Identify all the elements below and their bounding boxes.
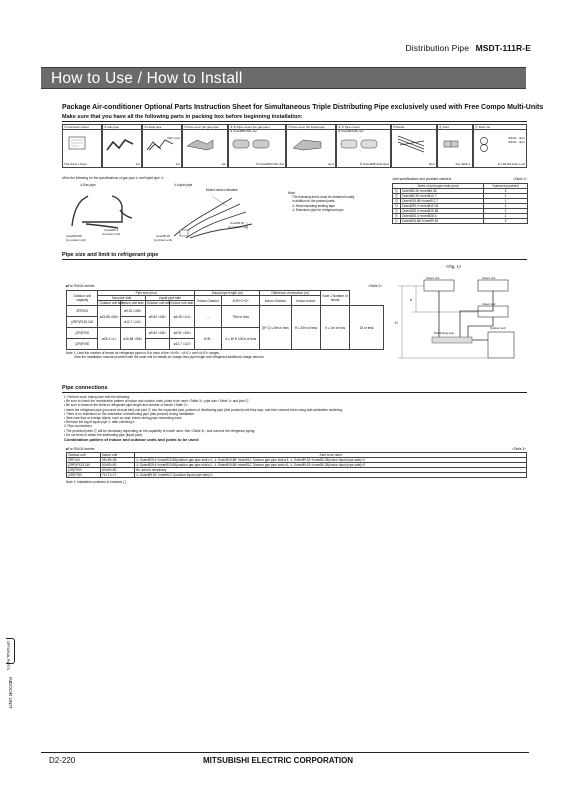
connections-line: 1. Perform work, taking care with the following: xyxy=(64,395,130,399)
table-cell: ø12.7 <1/2> xyxy=(170,339,195,350)
parts-subheader: ⑤ OuterØ80×230~1pc xyxy=(230,130,257,133)
parts-header: ⑧ ⑨ Pipe covers xyxy=(337,125,390,130)
header-model: MSDT-111R-E xyxy=(475,43,531,53)
sub-header: Indoor unit side xyxy=(121,301,144,305)
table-cell: (ZRP)P125,140 xyxy=(67,463,101,468)
table-cell: ø15.88 <5/8> xyxy=(98,306,120,328)
table3-grid xyxy=(66,452,527,478)
table-cell: 1 xyxy=(484,204,528,209)
col-header: Outdoor unit capacity xyxy=(67,291,98,306)
col-header: Indoor-Outdoor xyxy=(260,296,291,306)
table-3 xyxy=(66,447,526,484)
table-cell: ⑪ xyxy=(393,189,401,194)
spec-intro: ●See the following for the specifications of gas pipe ② and liquid pipe ③ : xyxy=(62,176,166,180)
parts-header: ⑤ ⑥ Pipe covers (for gas pipe) xyxy=(229,125,285,130)
sub-header: Indoor unit side xyxy=(171,301,194,305)
connections-line: • Do not bend or widen the distributing pipe (liquid pipe). xyxy=(64,432,144,437)
joint-icon xyxy=(440,136,464,157)
table-cell: ⑮ xyxy=(393,209,401,214)
page-header xyxy=(406,43,532,53)
table-cell: 3 xyxy=(484,189,528,194)
col-header: Note 1 Number of bends xyxy=(321,291,350,306)
table1-tag: <Table 1> xyxy=(513,177,527,181)
doc-title: Package Air-conditioner Optional Parts Instruction Sheet for Simultaneous Triple Distributing Pipe exclusively used with Free Compo Multi-Units xyxy=(62,104,544,111)
parts-cell xyxy=(336,124,391,168)
table1-header: Sizes of joint pipe ends (mm) xyxy=(393,184,484,189)
note-line: The following items must be obtained locally xyxy=(292,195,355,200)
table-cell: 35×35×35 xyxy=(101,458,135,463)
table-cell: – xyxy=(195,306,222,328)
table-cell: A+B · xyxy=(195,328,222,350)
connections-line: • There is no restriction on the orientation of distributing pipe (this product) during installation. xyxy=(64,411,195,416)
table-cell: 60×60×60 xyxy=(101,468,135,473)
table2-note: Note 1: Limit the number of bends for refrigerant pipes to 8 in each of the <A+B>, <A+C> and <A+D> ranges. xyxy=(66,351,220,355)
note-line: ② Extension pipe for refrigerant pipe xyxy=(292,207,344,212)
parts-cell xyxy=(473,124,527,168)
fig1-indoor-unit: Indoor unit xyxy=(482,276,496,280)
parts-subheader: ⑧ OuterØ2X180~1pc xyxy=(338,130,364,133)
banner-label: How to Use / How to Install xyxy=(51,70,243,87)
parts-quantity: 1pc xyxy=(175,161,180,166)
pipe-diagram xyxy=(62,182,282,246)
footer-rule xyxy=(41,752,529,753)
col-header: Gas pipe side xyxy=(98,296,145,301)
parts-header: ② Gas pipe xyxy=(103,125,141,130)
divider xyxy=(62,392,527,393)
table1-caption: Joint specifications and provided numbers xyxy=(392,177,452,181)
divider xyxy=(62,121,527,122)
connections-heading: Pipe connections xyxy=(62,385,108,391)
parts-quantity: 8pcs xyxy=(429,161,435,166)
gas-pipe-icon xyxy=(105,136,135,157)
divider xyxy=(62,259,527,260)
table-cell: ⑰ xyxy=(393,219,401,224)
parts-header: ⑪ Joint xyxy=(438,125,472,130)
connections-line: • Be sure to check the combination pattern of indoor and outdoor units, joints to be used <Table 3>, pipe size <Table 1> and joint ⑪. xyxy=(64,399,250,404)
connections-line: • Remove the tag of liquid pipe ③ after checking it. xyxy=(64,420,136,425)
table3-refrigerant: ■For R410A inverter xyxy=(66,447,95,451)
table-cell: (ZR)P250 xyxy=(67,473,101,478)
table-cell: OuterØ6.35~InnerØ6.35 xyxy=(401,189,484,194)
gas-pipe-label: ②Gas pipe xyxy=(80,183,96,187)
inner-liq-in: InnerØ6.35 xyxy=(156,234,170,238)
table-cell: 3 xyxy=(484,219,528,224)
connections-list xyxy=(64,395,526,442)
parts-header: ⑦ Pipe cover (for liquid pipe) xyxy=(287,125,335,130)
table-1 xyxy=(392,177,527,224)
gas-out-note: (to outdoor unit) xyxy=(66,238,86,242)
parts-quantity: 1pc xyxy=(135,161,140,166)
liq-in-note: (to indoor unit) xyxy=(154,238,173,242)
sub-header: Outdoor unit side xyxy=(99,301,124,305)
parts-header: ④ Pipe cover (for gas pipe) xyxy=(183,125,227,130)
connections-line: 2. Pipe connections xyxy=(64,424,92,429)
inner-gas-out: InnerØ15.88 xyxy=(66,234,82,238)
fig1-indoor-unit: Indoor unit xyxy=(426,276,440,280)
page-number: D2-220 xyxy=(49,756,76,765)
company-name: MITSUBISHI ELECTRIC CORPORATION xyxy=(203,756,354,765)
table-cell: 1 xyxy=(484,194,528,199)
table-cell: ① OuterØ9.52~InnerØ12.7(outdoor liquid pipe side)×1 xyxy=(135,473,527,478)
side-unit-label: INDOOR UNIT xyxy=(7,677,12,709)
note-title: Note: xyxy=(288,191,296,195)
combo-title: Combination pattern of indoor and outdoor units and joints to be used: xyxy=(64,437,200,443)
connections-line: • Be sure to observe the limits to refrigerant pipe length and number of bends <Table 2>. xyxy=(64,403,189,408)
table-cell: 1 xyxy=(484,214,528,219)
table-cell: ZRP100 xyxy=(67,306,98,317)
table-2 xyxy=(66,284,384,359)
instruction-sheet-icon xyxy=(65,136,89,155)
parts-cell xyxy=(391,124,437,168)
inner-gas-in: InnerØ25.4 xyxy=(104,228,118,232)
header-category: Distribution Pipe xyxy=(405,43,470,53)
parts-cell xyxy=(437,124,473,168)
table-cell: 71×71×71 xyxy=(101,473,135,478)
table-row xyxy=(393,219,528,224)
table-cell: ⑭ xyxy=(393,204,401,209)
parts-cell xyxy=(62,124,102,168)
parts-cell xyxy=(228,124,286,168)
parts-quantity: ⑨ OuterØ28×230~2pcs xyxy=(359,161,389,166)
fig1-distributing-pipe: Distributing pipe xyxy=(434,331,455,335)
side-tab xyxy=(6,638,15,670)
liquid-pipe-cover-icon xyxy=(289,136,325,157)
liquid-pipe-label: ③Liquid pipe xyxy=(174,183,193,187)
parts-quantity: This sheet 1 sheet xyxy=(64,161,87,166)
parts-cell xyxy=(286,124,336,168)
table-cell: ø15.88 <5/8> xyxy=(120,328,145,350)
table-cell: OuterØ15.88~InnerØ9.52 xyxy=(401,219,484,224)
table-cell: 50×50×50 xyxy=(101,463,135,468)
fig1-outdoor-unit: Outdoor unit xyxy=(490,326,506,330)
parts-header: ① Instruction sheet xyxy=(63,125,101,130)
gas-pipe-cover-icon xyxy=(185,136,215,157)
table-cell: ø9.52 <3/8> xyxy=(145,328,170,339)
parts-quantity: 1pc xyxy=(221,161,226,166)
parts-header: ⑩ Bands xyxy=(392,125,436,130)
svg-text:h: h xyxy=(410,298,412,302)
connections-line: • The provided joints ⑪ will be necessary depending on the capability of model used. See <Table 3>, and connect the refrigerant piping. xyxy=(64,428,256,433)
table-cell: 15 or less xyxy=(350,306,384,350)
table-cell: ⑫ xyxy=(393,194,401,199)
table-cell: OuterØ6.35~InnerØ12.7 xyxy=(401,194,484,199)
parts-table xyxy=(62,124,527,168)
table-cell: ø9.52 <3/8> xyxy=(170,328,195,339)
table2-refrigerant: ■For R410A inverter xyxy=(66,284,95,288)
spacer xyxy=(350,291,384,306)
table-cell: A ≥ B+D 100m or less xyxy=(222,328,260,350)
table-cell: ⑬ xyxy=(393,199,401,204)
side-tab-label: OPTIONAL PARTS xyxy=(6,641,10,670)
pipe-covers-icon xyxy=(231,136,271,157)
table-cell: 1 xyxy=(484,209,528,214)
inner-liq-out: InnerØ9.52 xyxy=(230,221,244,225)
table1-grid xyxy=(392,183,528,224)
table-cell: OuterØ25.4~InnerØ19.05 xyxy=(401,204,484,209)
sub-header: Outdoor unit side xyxy=(146,301,171,305)
table-cell: ø25.4 <1> xyxy=(98,328,120,350)
fig1-label: <Fig. 1> xyxy=(446,264,462,269)
section-banner xyxy=(41,67,526,89)
parts-quantity: ⑥ OuterØ90×230~2pc xyxy=(255,161,284,166)
connections-line: • Take care that no foreign object, such as dust, enters during pipe connecting work. xyxy=(64,416,183,421)
table-cell: (ZR)P250 xyxy=(67,339,98,350)
table-cell: [B~C] ≤ 8m or less xyxy=(260,306,291,350)
connections-line: • Insert the refrigerant pipe (procured at local site) and joint ⑪ into the expanded pipe portions of distributing pipe (this product) until they stop, and then connect them using anti-oxidization soldering. xyxy=(64,407,343,412)
col-header: A+B+C+D+ xyxy=(222,296,260,306)
note-line: in addition to the packed parts. xyxy=(292,199,336,204)
gas-in-note: (to indoor unit) xyxy=(102,232,121,236)
table3-tag: <Table 3> xyxy=(512,447,526,451)
table3-note: Note 1: Installation positions in brackets [ ]. xyxy=(66,480,127,484)
table3-header: Joint to be used xyxy=(135,453,527,458)
table2-tag: <Table 2> xyxy=(368,284,382,288)
parts-note: Ø1/4F···3pcs Ø1/2F···3pcs xyxy=(508,136,525,144)
group-header: Difference of elevation (m) xyxy=(260,291,321,296)
table-cell: ① OuterØ25.4~InnerØ15.88(outdoor gas pipe side)×1, ② OuterØ15.88~InnerØ12.7(indoor gas pipe side)×3, ③ OuterØ9.52~InnerØ6.35(indoor liquid pipe side)×3 xyxy=(135,463,527,468)
table-row xyxy=(67,473,527,478)
table2-grid xyxy=(66,290,384,350)
pipe-covers-icon xyxy=(339,136,379,157)
table-cell: OuterØ15.88~InnerØ12.7 xyxy=(401,199,484,204)
table-cell: ø9.52 <3/8> xyxy=(120,306,145,317)
doc-subtitle: Make sure that you have all the following parts in packing box before beginning installation: xyxy=(62,114,303,120)
table-cell: ZRP100 xyxy=(67,458,101,463)
fig1-diagram xyxy=(390,276,527,374)
parts-header: ③ Liquid pipe xyxy=(143,125,181,130)
table-cell: ø12.7 <1/2> xyxy=(120,317,145,328)
group-header: Actual pipe length (m) xyxy=(195,291,260,296)
table-cell: H ≤ 30m or less xyxy=(291,306,320,350)
liq-out-note: (to outdoor unit) xyxy=(228,225,248,229)
pipe-size-heading: Pipe size and limit to refrigerant pipe xyxy=(62,252,159,258)
table-cell: ① OuterØ25.4~InnerØ15.88(outdoor gas pipe side)×1, ② OuterØ15.88~InnerØ12.7(indoor gas pipe side)×3, ③ OuterØ9.52~InnerØ6.35(indoor liquid pipe side)×3 xyxy=(135,458,527,463)
table3-header: Outdoor unit xyxy=(67,453,101,458)
parts-cell xyxy=(102,124,142,168)
table-cell: OuterØ25.4~InnerØ15.88 xyxy=(401,209,484,214)
table1-header: Numbers provided xyxy=(484,184,528,189)
table-cell: ø9.52 <3/8> xyxy=(145,306,170,328)
table-cell: OuterØ25.4~InnerØ28.6 xyxy=(401,214,484,219)
table-cell: 1 xyxy=(484,199,528,204)
note-line: ① Heat insulating sealing tape xyxy=(292,203,335,208)
parts-quantity: 2pcs xyxy=(328,161,334,166)
table-cell: (ZR)P200 xyxy=(67,328,98,339)
table-cell: 75m or less xyxy=(222,306,260,328)
bands-icon xyxy=(394,136,428,157)
group-header: Pipe size (mm) xyxy=(98,291,195,296)
table-cell: h ≤ 1m or less xyxy=(321,306,350,350)
col-header: Indoor-Indoor xyxy=(291,296,320,306)
fig1-indoor-unit: Indoor unit xyxy=(482,302,496,306)
col-header: Liquid pipe side xyxy=(145,296,194,301)
parts-header: ⑫ Flare nut xyxy=(474,125,526,130)
table-cell: ⑯ xyxy=(393,214,401,219)
table2-note: •See the installation manual provided with the main unit for details on charge-less pipe length and refrigerant additional charge amount. xyxy=(74,355,265,360)
parts-quantity: For R410A indoor unit xyxy=(497,161,525,166)
table-cell xyxy=(145,339,170,350)
note-box xyxy=(288,191,388,212)
table-cell: No Joint is necessary xyxy=(135,468,527,473)
model-name-label: Model name indication xyxy=(206,188,238,192)
table-cell: (ZR)P200 xyxy=(67,468,101,473)
col-header: Indoor-Outdoor xyxy=(195,296,222,306)
flare-nut-icon xyxy=(476,136,496,157)
table-cell: ø6.35 <1/4> xyxy=(170,306,195,328)
parts-cell xyxy=(142,124,182,168)
parts-note: With V-ext xyxy=(167,136,180,140)
fig1-drawing xyxy=(390,276,527,374)
parts-cell xyxy=(182,124,228,168)
table-cell: (ZRP)P125,140 xyxy=(67,317,98,328)
svg-text:H: H xyxy=(395,321,398,325)
parts-quantity: See Table 1. xyxy=(455,161,471,166)
table3-header: Indoor unit xyxy=(101,453,135,458)
